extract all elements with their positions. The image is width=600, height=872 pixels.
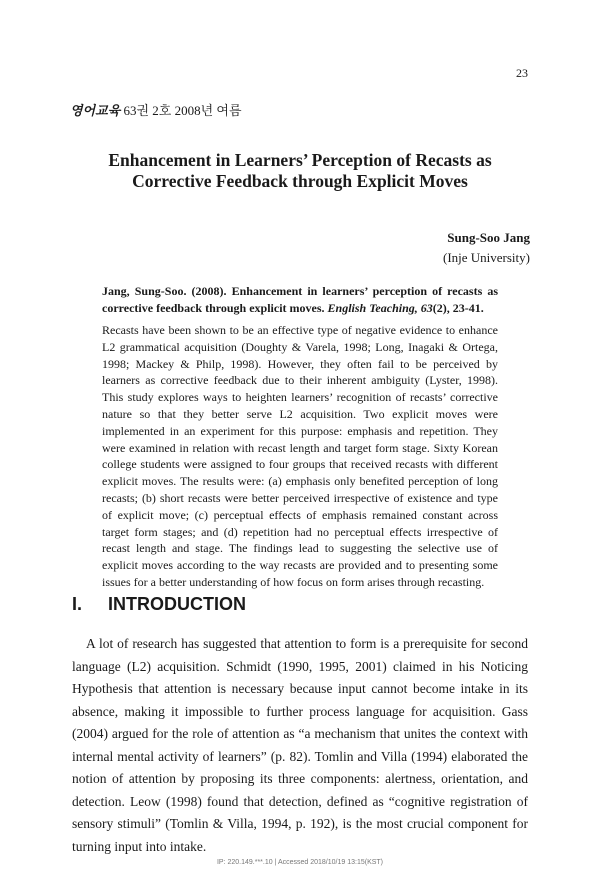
journal-name: 영어교육 — [70, 103, 121, 118]
body-paragraph: A lot of research has suggested that attention to form is a prerequisite for second language (L2) acquisition. Schmidt (1990, 1995, 2001) claimed in his Noticing Hypothesis that attention is necessary because input cannot become intake in its absence, making it impossible to further process language for acquisition. Gass (2004) argued for the role of attention as “a mechanism that unites the context with internal mental activity of learners” (p. 82). Tomlin and Villa (1994) elaborated the notion of attention by proposing its three components: alertness, orientation, and detection. Leow (1998) found that detection, defined as “cognitive registration of sensory stimuli” (Tomlin & Villa, 1994, p. 192), is the most crucial component for turning input into intake. — [72, 636, 528, 854]
section-heading — [72, 594, 246, 615]
article-title: Enhancement in Learners’ Perception of Recasts as Corrective Feedback through Explicit Moves — [108, 150, 492, 191]
author-block — [443, 228, 530, 268]
citation — [102, 283, 498, 317]
section-number: I. — [72, 594, 83, 614]
citation-volume: 63 — [420, 301, 433, 315]
issue-info: 63권 2호 2008년 여름 — [123, 103, 242, 118]
citation-authors-year: Jang, Sung-Soo. (2008). — [102, 284, 227, 298]
abstract — [102, 283, 498, 591]
page-number: 23 — [516, 66, 528, 80]
citation-journal: English Teaching, — [327, 301, 418, 315]
citation-issue-pages: (2), 23-41. — [432, 301, 484, 315]
section-title: INTRODUCTION — [108, 594, 246, 614]
abstract-text: Recasts have been shown to be an effective type of negative evidence to enhance L2 grammatical acquisition (Doughty & Varela, 1998; Long, Inagaki & Ortega, 1998; Mackey & Philp, 1998). However, they often fail to be perceived by learners as corrective feedback due to their inherent ambiguity (Lyster, 1998). This study explores ways to heighten learners’ recognition of recasts’ corrective nature so that they better serve L2 acquisition. Two explicit moves were implemented in an experiment for this purpose: emphasis and repetition. They were examined in relation with recast length and target form stage. Sixty Korean college students were assigned to four groups that received recasts with different explicit moves. The results were: (a) emphasis only benefited perception of long recasts; (b) short recasts were better perceived irrespective of existence and type of explicit move; (c) perceptual effects of emphasis remained constant across target form stages; and (d) repetition had no perceptual effects irrespective of recast length and stage. The findings lead to suggesting the selective use of explicit moves according to the way recasts are provided and to presenting some issues for a better understanding of how focus on form arises through recasting. — [102, 323, 498, 589]
journal-header — [70, 100, 242, 119]
citation-title: Enhancement in learners’ perception of recasts as corrective feedback through explicit moves. — [102, 284, 499, 315]
access-footer: IP: 220.149.***.10 | Accessed 2018/10/19 13:15(KST) — [216, 859, 384, 866]
author-name: Sung-Soo Jang — [447, 230, 530, 245]
author-affiliation: (Inje University) — [442, 250, 530, 265]
